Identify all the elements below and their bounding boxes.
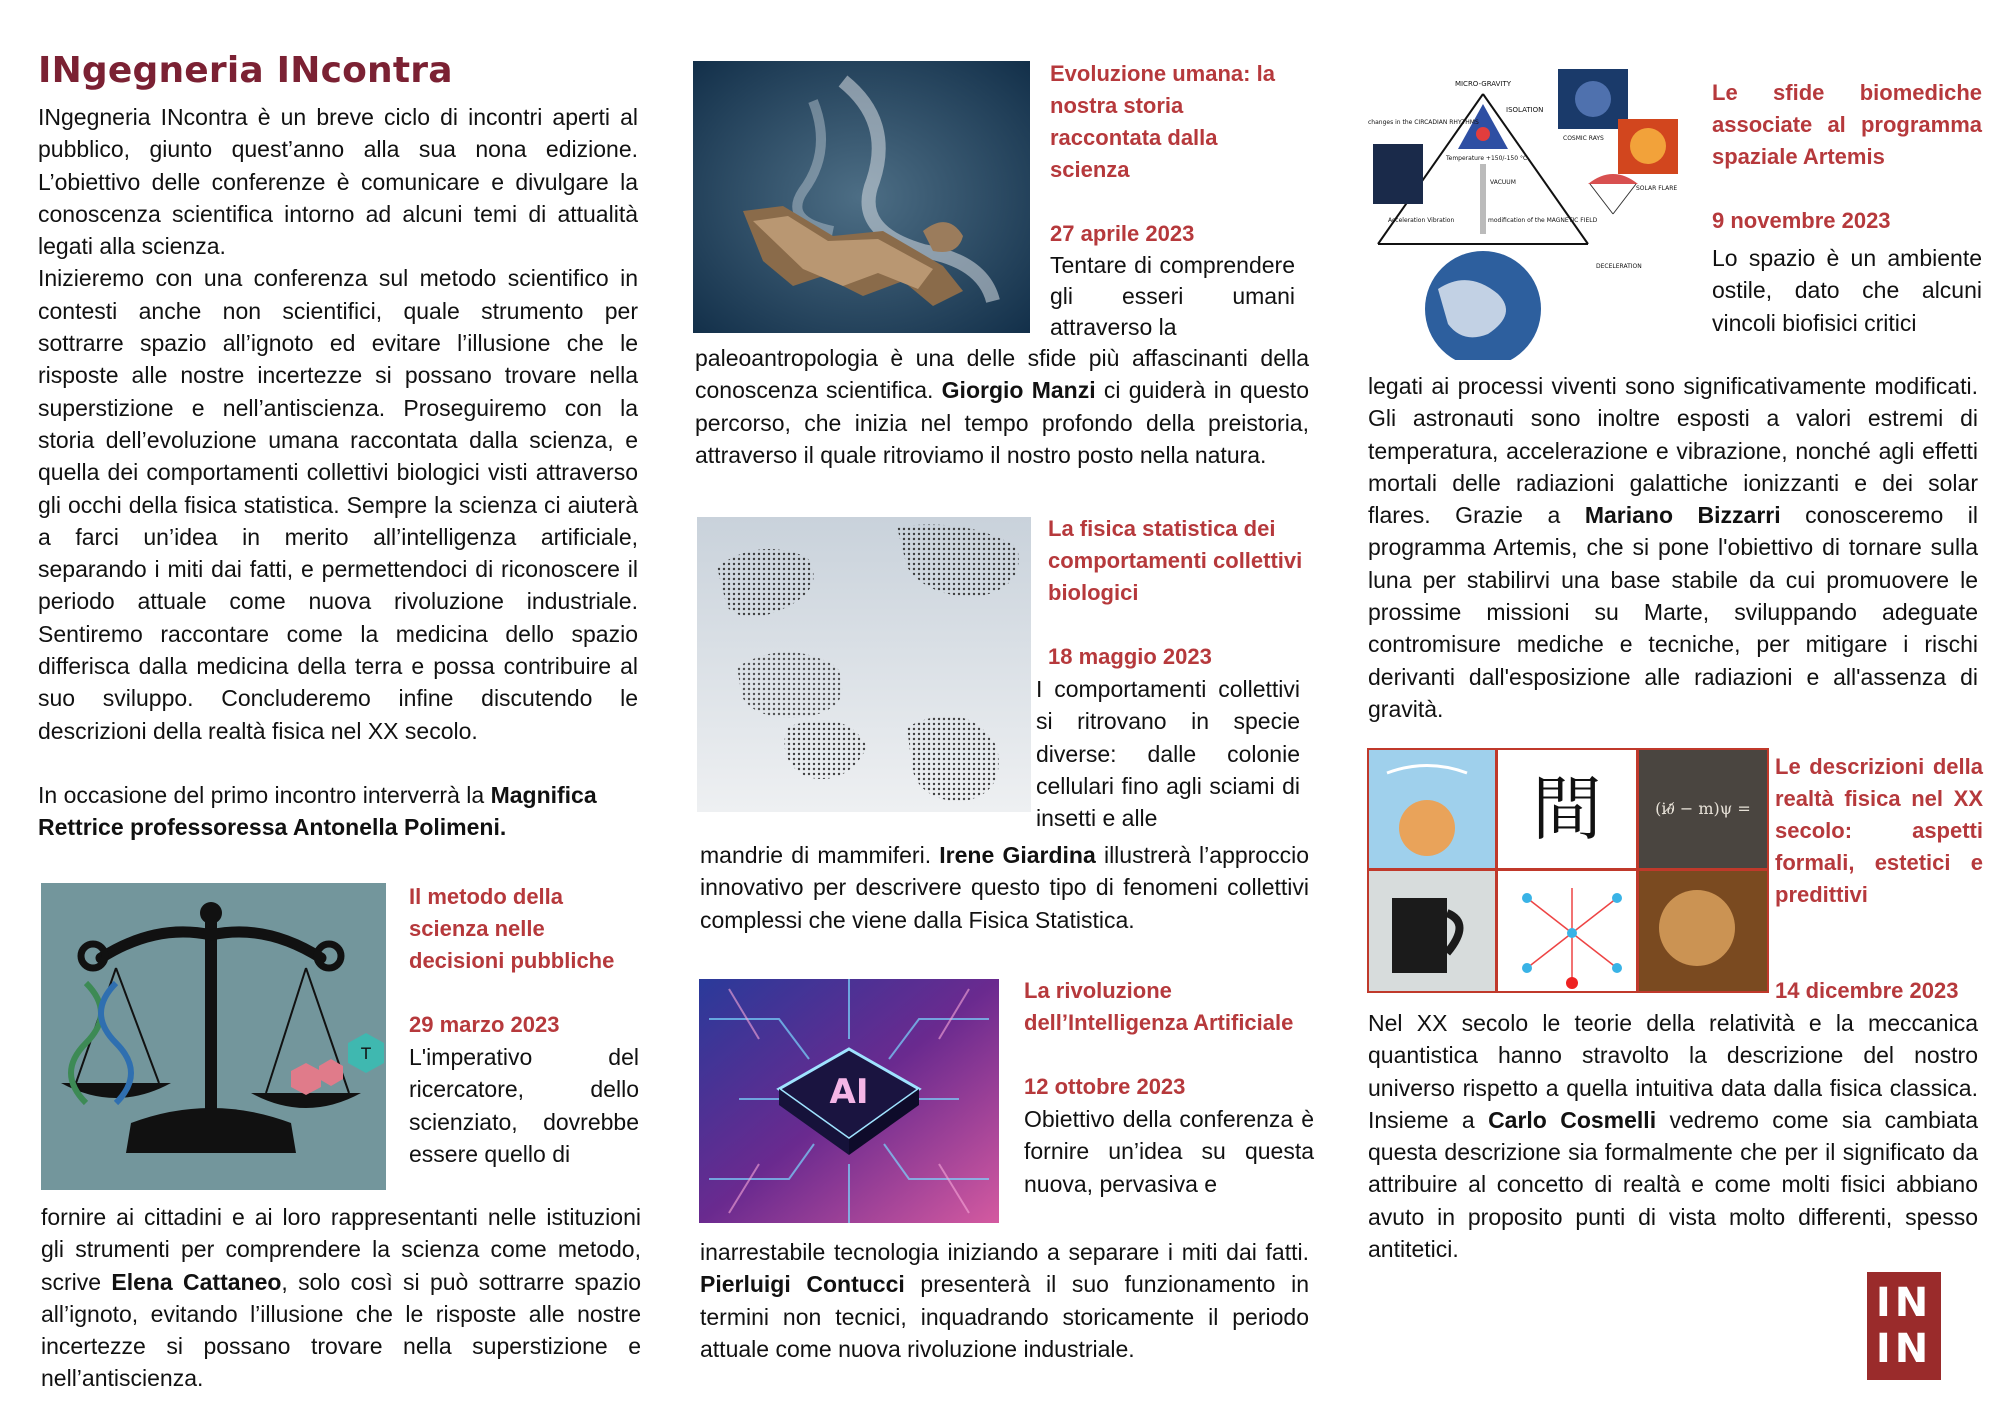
event-metodo-header: [409, 881, 639, 1170]
event-ai-text: inarrestabile tecnologia iniziando a separare i miti dai fatti.: [700, 1239, 1309, 1265]
speaker-elena-cattaneo: Elena Cattaneo: [111, 1268, 282, 1295]
event-realta-text-end: vedremo come sia cambiata questa descrizione sia formalmente che per il significato da attribuire al concetto di realtà e come molti fisici abbiano avuto in proposito punti di vista molto differenti, spesso antitetici.: [1368, 1106, 1979, 1263]
event-artemis-text-side: Lo spazio è un ambiente ostile, dato che alcuni vincoli biofisici critici: [1712, 245, 1982, 336]
diagram-label-micro-gravity: MICRO-GRAVITY: [1454, 80, 1512, 88]
speaker-carlo-cosmelli: Carlo Cosmelli: [1488, 1106, 1657, 1133]
event-evoluzione-header: [1050, 58, 1295, 343]
diagram-label-cosmic-rays: COSMIC RAYS: [1563, 135, 1604, 142]
diagram-label-solar-flare: SOLAR FLARE: [1636, 185, 1678, 192]
speaker-irene-giardina: Irene Giardina: [939, 842, 1096, 868]
space-diagram-icon: [1368, 64, 1678, 360]
kanji-glyph: 間: [1532, 768, 1602, 850]
intro-paragraph-3: [38, 779, 638, 844]
event-metodo-image: [41, 883, 386, 1190]
bird-flock-icon: [697, 517, 1031, 812]
event-fisica-text: mandrie di mammiferi.: [700, 842, 940, 868]
dirac-formula: (i∂̸ − m)ψ =: [1655, 799, 1751, 818]
diagram-label-magnetic: modification of the MAGNETIC FIELD: [1488, 217, 1598, 224]
diagram-label-temperature: Temperature +150/-150 °C: [1446, 155, 1528, 162]
event-ai-image: [699, 979, 999, 1223]
event-fisica-header: [1048, 513, 1323, 673]
event-evoluzione-date: 27 aprile 2023: [1050, 221, 1195, 246]
intro-paragraph-1: INgegneria INcontra è un breve ciclo di incontri aperti al pubblico, giunto quest’anno alla sua nona edizione. L’obiettivo delle conferenze è comunicare e divulgare la conoscenza scientifica intorno ad alcuni temi di attualità legati alla scienza.: [38, 104, 638, 260]
event-evoluzione-body: [695, 342, 1309, 471]
event-evoluzione-image: [693, 61, 1030, 333]
svg-text:T: T: [361, 1044, 371, 1063]
logo-line-2: IN: [1875, 1326, 1933, 1372]
diagram-label-acceleration: Acceleration Vibration: [1388, 217, 1455, 224]
event-realta-date-box: [1775, 975, 1985, 1007]
event-realta-body: [1368, 1007, 1978, 1265]
event-artemis-date: 9 novembre 2023: [1712, 208, 1891, 233]
event-fisica-title: La fisica statistica dei comportamenti collettivi biologici: [1048, 516, 1303, 605]
intro-paragraph-3-text: In occasione del primo incontro interverrà la: [38, 781, 491, 808]
event-realta-image: [1367, 748, 1769, 993]
event-artemis-body: [1368, 370, 1978, 725]
event-fisica-body: [700, 839, 1309, 936]
diagram-label-vacuum: VACUUM: [1490, 179, 1516, 186]
event-metodo-date: 29 marzo 2023: [409, 1012, 560, 1037]
event-ai-date: 12 ottobre 2023: [1024, 1074, 1186, 1099]
diagram-label-circadian: changes in the CIRCADIAN RHYTHMS: [1368, 119, 1479, 126]
event-metodo-title: Il metodo della scienza nelle decisioni pubbliche: [409, 884, 615, 973]
speaker-giorgio-manzi: Giorgio Manzi: [941, 377, 1096, 404]
event-fisica-image: [697, 517, 1031, 812]
event-evoluzione-text: paleoantropologia è una delle sfide più affascinanti della conoscenza scientifica.: [695, 345, 1309, 404]
event-metodo-body: [41, 1201, 641, 1395]
event-fisica-text-end: illustrerà l’approccio innovativo per descrivere questo tipo di fenomeni collettivi complessi che viene dalla Fisica Statistica.: [700, 842, 1310, 933]
event-evoluzione-text-end: ci guiderà in questo percorso, che inizia nel tempo profondo della preistoria, attraverso il quale ritroviamo il nostro posto nella natura.: [695, 377, 1309, 468]
event-evoluzione-text-side: Tentare di comprendere gli esseri umani attraverso la: [1050, 252, 1295, 340]
scales-dna-icon: [41, 883, 386, 1190]
event-ai-text-side: Obiettivo della conferenza è fornire un’idea su questa nuova, pervasiva e: [1024, 1106, 1314, 1197]
event-artemis-header: [1712, 77, 1982, 339]
diagram-label-deceleration: DECELERATION: [1596, 263, 1642, 270]
event-fisica-side: [1036, 673, 1300, 834]
event-artemis-text: legati ai processi viventi sono significativamente modificati. Gli astronauti sono inoltre esposti a valori estremi di temperatura, accelerazione e vibrazione, nonché agli effetti mortali delle radiazioni galattiche ionizzanti e dei solar flares. Grazie a: [1368, 373, 1978, 529]
logo-line-1: IN: [1875, 1280, 1933, 1326]
event-artemis-title: Le sfide biomediche associate al programma spaziale Artemis: [1712, 80, 1982, 169]
event-realta-header: [1775, 751, 1983, 911]
physics-collage-icon: [1367, 748, 1769, 993]
event-evoluzione-title: Evoluzione umana: la nostra storia raccontata dalla scienza: [1050, 61, 1275, 182]
speaker-mariano-bizzarri: Mariano Bizzarri: [1584, 502, 1781, 529]
event-ai-header: [1024, 975, 1314, 1200]
event-fisica-text-side: I comportamenti collettivi si ritrovano in specie diverse: dalle colonie cellulari fino agli sciami di insetti e alle: [1036, 676, 1300, 832]
inin-logo: [1867, 1272, 1941, 1380]
event-metodo-text-side: L'imperativo del ricercatore, dello scienziato, dovrebbe essere quello di: [409, 1044, 639, 1167]
event-ai-body: [700, 1236, 1309, 1365]
event-ai-text-end: presenterà il suo funzionamento in termini non tecnici, inquadrando storicamente il periodo attuale come nuova rivoluzione industriale.: [700, 1271, 1309, 1362]
rettrice-name: Magnifica Rettrice professoressa Antonella Polimeni.: [38, 781, 597, 841]
skull-fragment-icon: [693, 61, 1030, 333]
speaker-pierluigi-contucci: Pierluigi Contucci: [700, 1271, 905, 1298]
ai-chip-icon: [699, 979, 999, 1223]
page-title: INgegneria INcontra: [38, 50, 453, 91]
event-artemis-image: [1368, 64, 1678, 360]
intro-block: [38, 101, 638, 844]
event-realta-date: 14 dicembre 2023: [1775, 978, 1959, 1003]
event-artemis-text-end: conosceremo il programma Artemis, che si pone l'obiettivo di tornare sulla luna per stabilirvi una base stabile da cui promuovere le prossime missioni su Marte, sviluppando adeguate contromisure mediche e tecniche, per mitigare i rischi derivanti dall'esposizione alle radiazioni e all'assenza di gravità.: [1368, 502, 1978, 722]
event-metodo-text-end: , solo così si può sottrarre spazio all’ignoto, evitando l’illusione che le risposte alle nostre incertezze si possano trovare nella superstizione e nell’antiscienza.: [41, 1268, 642, 1392]
event-realta-text: Nel XX secolo le teorie della relatività e la meccanica quantistica hanno stravolto la descrizione del nostro universo rispetto a quella intuitiva data dalla fisica classica. Insieme a: [1368, 1010, 1978, 1133]
ai-chip-label: AI: [829, 1072, 869, 1112]
event-fisica-date: 18 maggio 2023: [1048, 644, 1212, 669]
event-metodo-text: fornire ai cittadini e ai loro rappresentanti nelle istituzioni gli strumenti per comprendere la scienza come metodo, scrive: [41, 1204, 641, 1295]
event-ai-title: La rivoluzione dell’Intelligenza Artificiale: [1024, 978, 1294, 1035]
diagram-label-isolation: ISOLATION: [1506, 106, 1544, 114]
intro-paragraph-2: Inizieremo con una conferenza sul metodo scientifico in contesti anche non scientifici, quale strumento per sottrarre spazio all’ignoto ed evitare l’illusione che le risposte alle nostre incertezze si possano trovare nella superstizione e nell’antiscienza. Proseguiremo con la storia dell’evoluzione umana raccontata dalla scienza, e quella dei comportamenti collettivi biologici visti attraverso gli occhi della fisica statistica. Sempre la scienza ci aiuterà a farci un’idea in merito all’intelligenza artificiale, separando i miti dai fatti, e permettendoci di riconoscere il periodo attuale come nuova rivoluzione industriale. Sentiremo raccontare come la medicina dello spazio differisca dalla medicina della terra e possa contribuire al suo sviluppo. Concluderemo infine discutendo le descrizioni della realtà fisica nel XX secolo.: [38, 265, 638, 744]
event-realta-title: Le descrizioni della realtà fisica nel XX secolo: aspetti formali, estetici e predittivi: [1775, 754, 1983, 907]
